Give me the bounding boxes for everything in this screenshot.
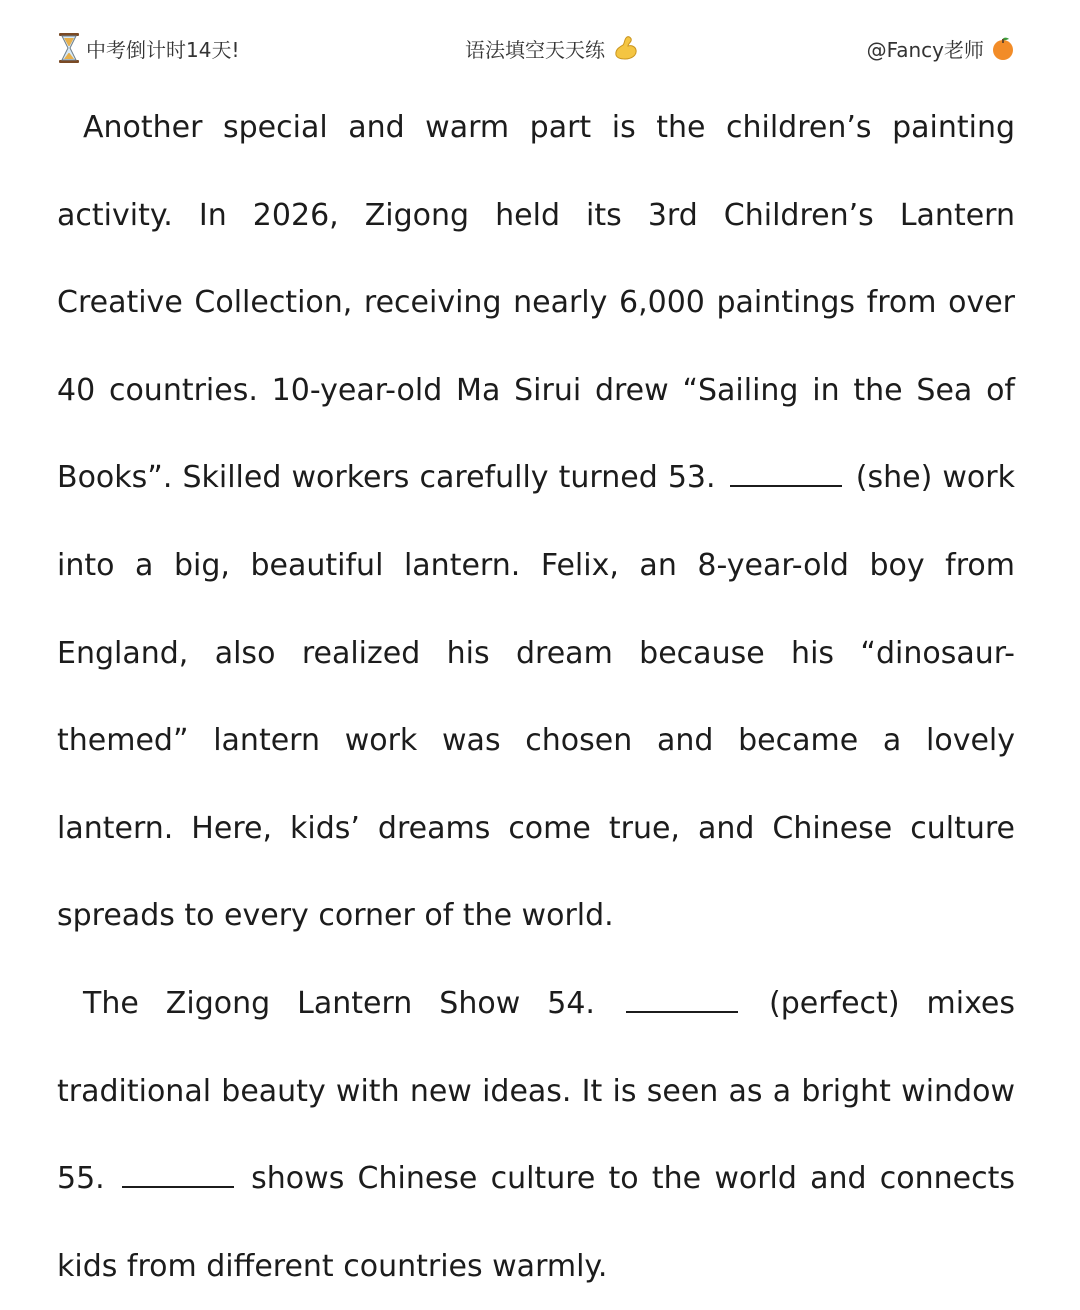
paragraph-1-continuation: (she) work into a big, beautiful lantern. Felix, an 8-year-old boy from England, also realized his dream because his “dinosaur-themed” lantern work was chosen and became a lovely lantern. Here, kids’ dreams come true, and Chinese culture spreads to every corner of the world. <box>57 460 1015 934</box>
paragraph-1-text: Another special and warm part is the children’s painting activity. In 2026, Zigong held its 3rd Children’s Lantern Creative Collection, receiving nearly 6,000 paintings from over 40 countries. 10-year-old Ma Sirui drew “Sailing in the Sea of Books”. Skilled workers carefully turned 53. <box>57 110 1015 496</box>
answer-blank-53[interactable] <box>730 461 842 487</box>
author-handle: @Fancy老师 <box>866 37 984 62</box>
daily-practice-title: 语法填空天天练 <box>465 37 606 62</box>
header-right <box>867 34 1016 63</box>
flexed-biceps-icon <box>611 33 641 63</box>
paragraph-2-intro: The Zigong Lantern Show 54. <box>83 985 595 1021</box>
paragraph-1 <box>57 84 1015 960</box>
page-header <box>58 28 1016 68</box>
answer-blank-54[interactable] <box>626 987 738 1013</box>
paragraph-2 <box>57 960 1015 1310</box>
header-center <box>465 33 641 63</box>
paragraph-2-end: shows Chinese culture to the world and connects kids from different countries warmly. <box>57 1161 1015 1284</box>
countdown-text: 中考倒计时14天! <box>86 37 240 62</box>
header-left <box>58 32 239 64</box>
orange-icon <box>990 35 1016 61</box>
paragraph-2-middle: (perfect) mixes traditional beauty with new ideas. It is seen as a bright window 55. <box>57 985 1015 1197</box>
article-content <box>57 84 1015 1310</box>
hourglass-icon <box>58 32 80 64</box>
answer-blank-55[interactable] <box>122 1162 234 1188</box>
